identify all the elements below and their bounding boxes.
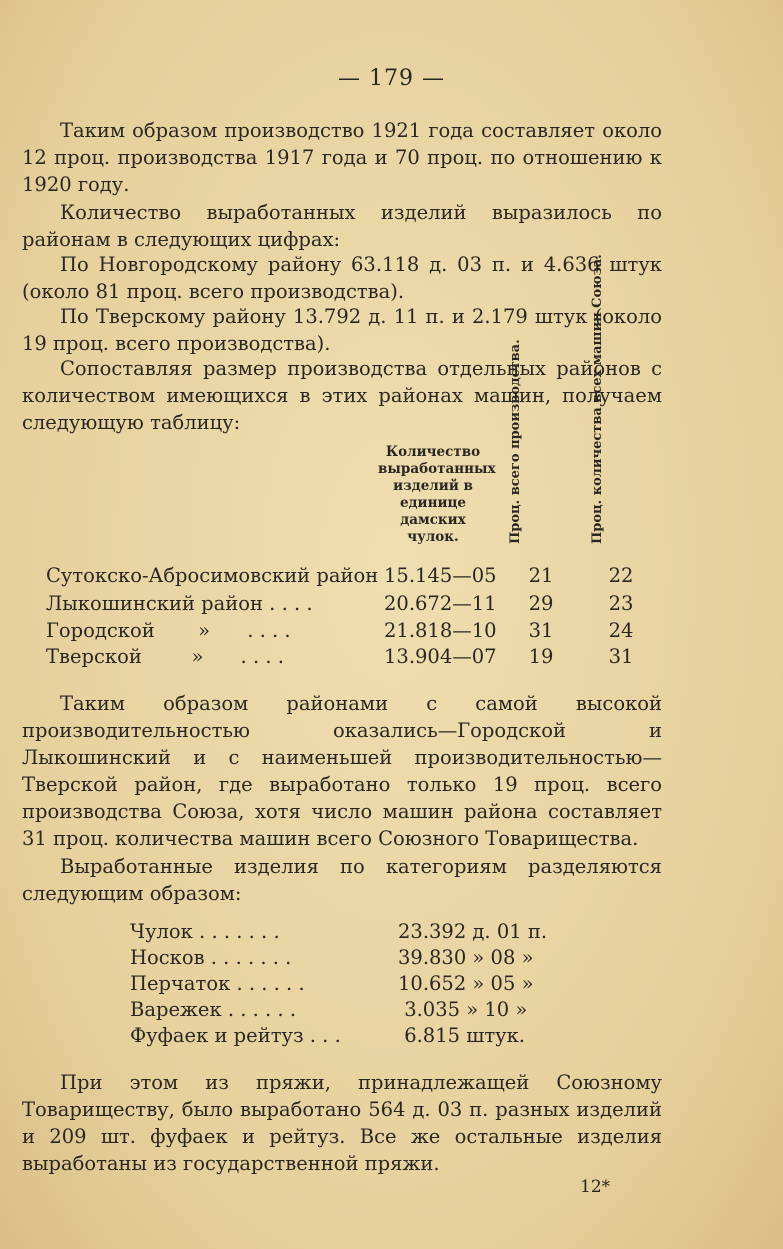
signature-mark: 12* [580,1177,611,1197]
row-district: Тверской » . . . . [46,645,284,668]
row-district: Лыкошинский район . . . . [46,592,313,615]
category-value: 3.035 » 10 » [398,998,528,1021]
row-pct-production: 21 [528,564,554,587]
paragraph-2: Количество выработанных изделий выразилось по районам в следующих цифрах: [22,201,662,251]
category-value: 6.815 штук. [398,1024,525,1047]
row-quantity: 21.818—10 [384,619,497,642]
row-quantity: 20.672—11 [384,592,497,615]
table-header-pct-production: Проц. всего производства. [508,339,523,544]
category-name: Чулок . . . . . . . [130,920,280,943]
table-header-pct-machines: Проц. количества всех машин Союза. [590,254,605,544]
final-paragraph: При этом из пряжи, принадлежащей Союзному Товариществу, было выработано 564 д. 03 п. разных изделий и 209 шт. фуфаек и рейтуз. Все же остальные изделия выработаны из государственной пряжи. [22,1071,662,1175]
table-row [46,564,646,590]
row-pct-production: 19 [528,645,554,668]
list-item [130,946,570,973]
row-district: Городской » . . . . [46,619,291,642]
row-pct-machines: 22 [608,564,634,587]
row-quantity: 15.145—05 [384,564,497,587]
category-name: Перчаток . . . . . . [130,972,305,995]
row-pct-machines: 23 [608,592,634,615]
table-row [46,592,646,618]
category-value: 39.830 » 08 » [398,946,534,969]
category-value: 23.392 д. 01 п. [398,920,548,943]
category-name: Варежек . . . . . . [130,998,297,1021]
category-name: Носков . . . . . . . [130,946,292,969]
row-pct-production: 29 [528,592,554,615]
list-item [130,1024,570,1051]
row-pct-machines: 24 [608,619,634,642]
paragraph-categories: Выработанные изделия по категориям разделяются следующим образом: [22,855,662,905]
table-row [46,619,646,645]
paragraph-5: Сопоставляя размер производства отдельных районов с количеством имеющихся в этих районах машин, получаем следующую таблицу: [22,357,662,434]
row-pct-machines: 31 [608,645,634,668]
list-item [130,920,570,947]
table-header-quantity: Количество выработанных изделий в единице дамских чулок. [378,444,496,545]
paragraph-1: Таким образом производство 1921 года составляет около 12 проц. производства 1917 года и 70 проц. по отношению к 1920 году. [22,119,662,196]
row-pct-production: 31 [528,619,554,642]
row-district: Сутокско-Абросимовский район [46,564,379,587]
category-value: 10.652 » 05 » [398,972,534,995]
paragraph-3: По Новгородскому району 63.118 д. 03 п. и 4.636 штук (около 81 проц. всего производства). [22,253,662,303]
row-quantity: 13.904—07 [384,645,497,668]
list-item [130,972,570,999]
paragraph-after-table: Таким образом районами с самой высокой производительностью оказались—Городской и Лыкошинский и с наименьшей производительностью—Тверской район, где выработано только 19 проц. всего производства Союза, хотя число машин района составляет 31 проц. количества машин всего Союзного Товарищества. [22,692,662,850]
list-item [130,998,570,1025]
table-row [46,645,646,671]
category-name: Фуфаек и рейтуз . . . [130,1024,341,1047]
page-number: — 179 — [338,66,445,91]
paragraph-4: По Тверскому району 13.792 д. 11 п. и 2.179 штук (около 19 проц. всего производства). [22,305,662,355]
